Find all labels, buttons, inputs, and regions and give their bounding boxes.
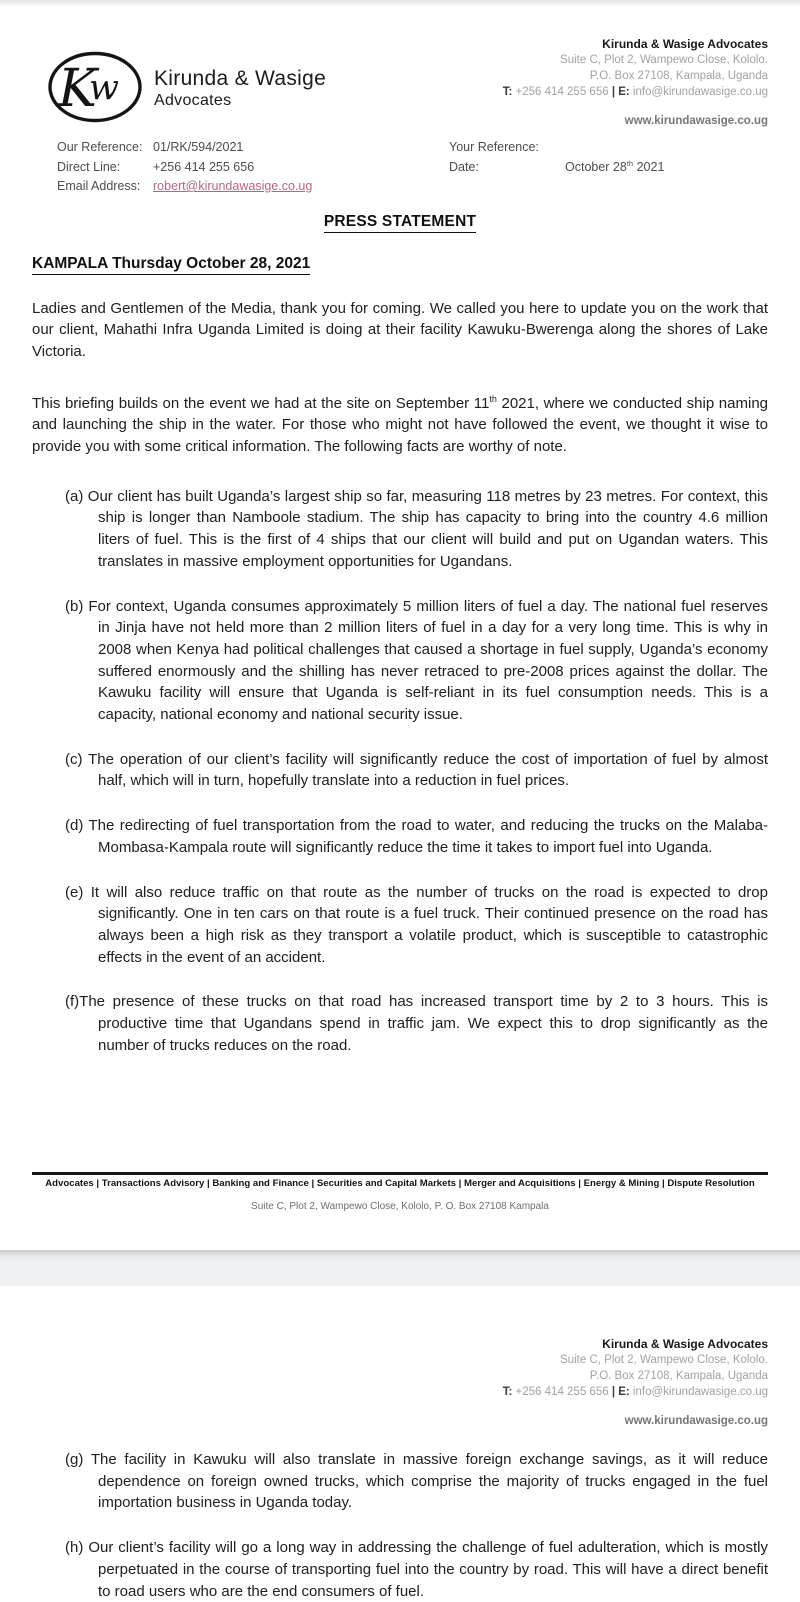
letterhead-address-block [503, 28, 768, 132]
list-marker: (h) [65, 1539, 89, 1557]
letterhead-website: www.kirundawasige.co.ug [624, 115, 768, 127]
list-item-f [32, 991, 768, 1056]
direct-line-label: Direct Line: [57, 159, 121, 174]
list-item-a [32, 486, 768, 573]
letterhead-website: www.kirundawasige.co.ug [624, 1415, 768, 1427]
briefing-paragraph: This briefing builds on the event we had at the site on September 11th 2021, where we conducted ship naming and launching the ship in the water. For those who might not have followed the event, we thought it wise to provide you with some critical information. The following facts are worthy of note. [32, 393, 769, 456]
letterhead-contact-line: T: +256 414 255 656 | E: info@kirundawasige.co.ug [502, 1386, 768, 1398]
list-item-b [32, 596, 768, 726]
reference-block-right [449, 138, 664, 197]
letterhead-firm-name: Kirunda & Wasige Advocates [602, 37, 768, 51]
date-label: Date: [449, 159, 479, 174]
list-item-e [32, 882, 768, 969]
facts-list-page2 [32, 1449, 768, 1602]
dateline-heading: KAMPALA Thursday October 28, 2021 [32, 255, 310, 275]
email-address-label: Email Address: [57, 179, 141, 193]
kw-monogram-icon [46, 48, 146, 128]
letterhead [32, 0, 768, 132]
page-break-gap [0, 1250, 800, 1286]
list-marker: (d) [65, 817, 89, 835]
direct-line-value: +256 414 255 656 [153, 159, 255, 174]
page-footer [32, 1172, 768, 1212]
facts-list-page1 [32, 486, 768, 1057]
practice-areas-line: Advocates | Transactions Advisory | Banking and Finance | Securities and Capital Markets | Merger and Acquisitions | Energy & Mining | Dispute Resolution [45, 1178, 755, 1189]
letterhead-address-block-page2 [32, 1286, 768, 1429]
svg-text:K: K [58, 59, 97, 119]
logo-wordmark [154, 67, 326, 110]
list-item-text: It will also reduce traffic on that route as the number of trucks on the road is expected to drop significantly. One in ten cars on that route is a fuel truck. Their continued presence on the road has always been a high risk as they transport a volatile product, which is susceptible to catastrophic effects in the event of an accident. [90, 883, 768, 966]
press-statement-title: PRESS STATEMENT [324, 213, 476, 233]
letterhead-firm-name: Kirunda & Wasige Advocates [602, 1337, 768, 1351]
list-item-text: The redirecting of fuel transportation from the road to water, and reducing the trucks on the Malaba-Mombasa-Kampala route will significantly reduce the time it takes to import fuel into Uganda. [88, 817, 769, 856]
list-item-text: Our client has built Uganda’s largest ship so far, measuring 118 metres by 23 metres. For context, this ship is longer than Namboole stadium. The ship has capacity to bring into the country 4.6 million liters of fuel. This is the first of 4 ships that our client will build and put on Ugandan waters. This translates in massive employment opportunities for Ugandans. [87, 487, 769, 570]
list-item-d [32, 815, 768, 858]
date-value: October 28th 2021 [565, 158, 665, 174]
firm-logo [46, 44, 326, 132]
reference-block-left [57, 138, 449, 197]
page-top-shadow [0, 0, 800, 7]
list-item-text: The operation of our client’s facility will significantly reduce the cost of importation of fuel by almost half, which will in turn, hopefully translate into a reduction in fuel prices. [88, 750, 768, 790]
letterhead-address-line1: Suite C, Plot 2, Wampewo Close, Kololo. [560, 1354, 768, 1366]
list-item-text: Our client’s facility will go a long way in addressing the challenge of fuel adulteration, which is mostly perpetuated in the course of transporting fuel into the country by road. This will have a direct benefit to road users who are the end consumers of fuel. [88, 1539, 768, 1600]
list-item-text: For context, Uganda consumes approximately 5 million liters of fuel a day. The national fuel reserves in Jinja have not held more than 2 million liters of fuel in a day for a very long time. This is why in 2008 when Kenya had political challenges that caused a shortage in fuel supply, Uganda’s economy suffered enormously and the shilling has never retraced to pre-2008 prices against the dollar. The Kawuku facility will ensure that Uganda is self-reliant in its fuel consumption needs. This is a capacity, national economy and national security issue. [88, 597, 769, 724]
list-item-g [32, 1449, 768, 1514]
our-reference-value: 01/RK/594/2021 [153, 140, 244, 154]
svg-text:w: w [89, 68, 119, 108]
our-reference-label: Our Reference: [57, 140, 143, 154]
list-marker: (b) [65, 597, 89, 615]
letterhead-address-line1: Suite C, Plot 2, Wampewo Close, Kololo. [560, 54, 768, 66]
list-item-h [32, 1537, 768, 1602]
letterhead-address-line2: P.O. Box 27108, Kampala, Uganda [589, 1370, 768, 1382]
list-item-c [32, 749, 768, 792]
letterhead-address-line2: P.O. Box 27108, Kampala, Uganda [589, 70, 768, 82]
list-marker: (f) [65, 993, 80, 1011]
list-marker: (a) [65, 487, 88, 505]
list-item-text: The presence of these trucks on that road has increased transport time by 2 to 3 hours. This is productive time that Ugandans spend in traffic jam. We expect this to drop significantly as the number of trucks reduces on the road. [79, 993, 768, 1054]
intro-paragraph: Ladies and Gentlemen of the Media, thank you for coming. We called you here to update you on the work that our client, Mahathi Infra Uganda Limited is doing at their facility Kawuku-Bwerenga along the shores of Lake Victoria. [32, 299, 768, 360]
logo-firm-name: Kirunda & Wasige [154, 66, 327, 90]
list-item-text: The facility in Kawuku will also translate in massive foreign exchange savings, as it will reduce dependence on foreign owned trucks, which comprise the majority of trucks engaged in the fuel importation business in Uganda today. [90, 1451, 769, 1512]
list-marker: (c) [65, 750, 89, 768]
list-marker: (e) [65, 883, 91, 901]
letterhead-contact-line: T: +256 414 255 656 | E: info@kirundawasige.co.ug [502, 86, 768, 98]
document-page-2 [0, 1286, 800, 1600]
footer-address: Suite C, Plot 2, Wampewo Close, Kololo, P. O. Box 27108 Kampala [251, 1201, 549, 1212]
footer-divider [32, 1172, 768, 1175]
email-address-link[interactable]: robert@kirundawasige.co.ug [153, 179, 313, 193]
reference-block [57, 138, 768, 197]
your-reference-label: Your Reference: [449, 140, 539, 154]
logo-firm-subtitle: Advocates [154, 91, 232, 109]
list-marker: (g) [65, 1451, 91, 1468]
